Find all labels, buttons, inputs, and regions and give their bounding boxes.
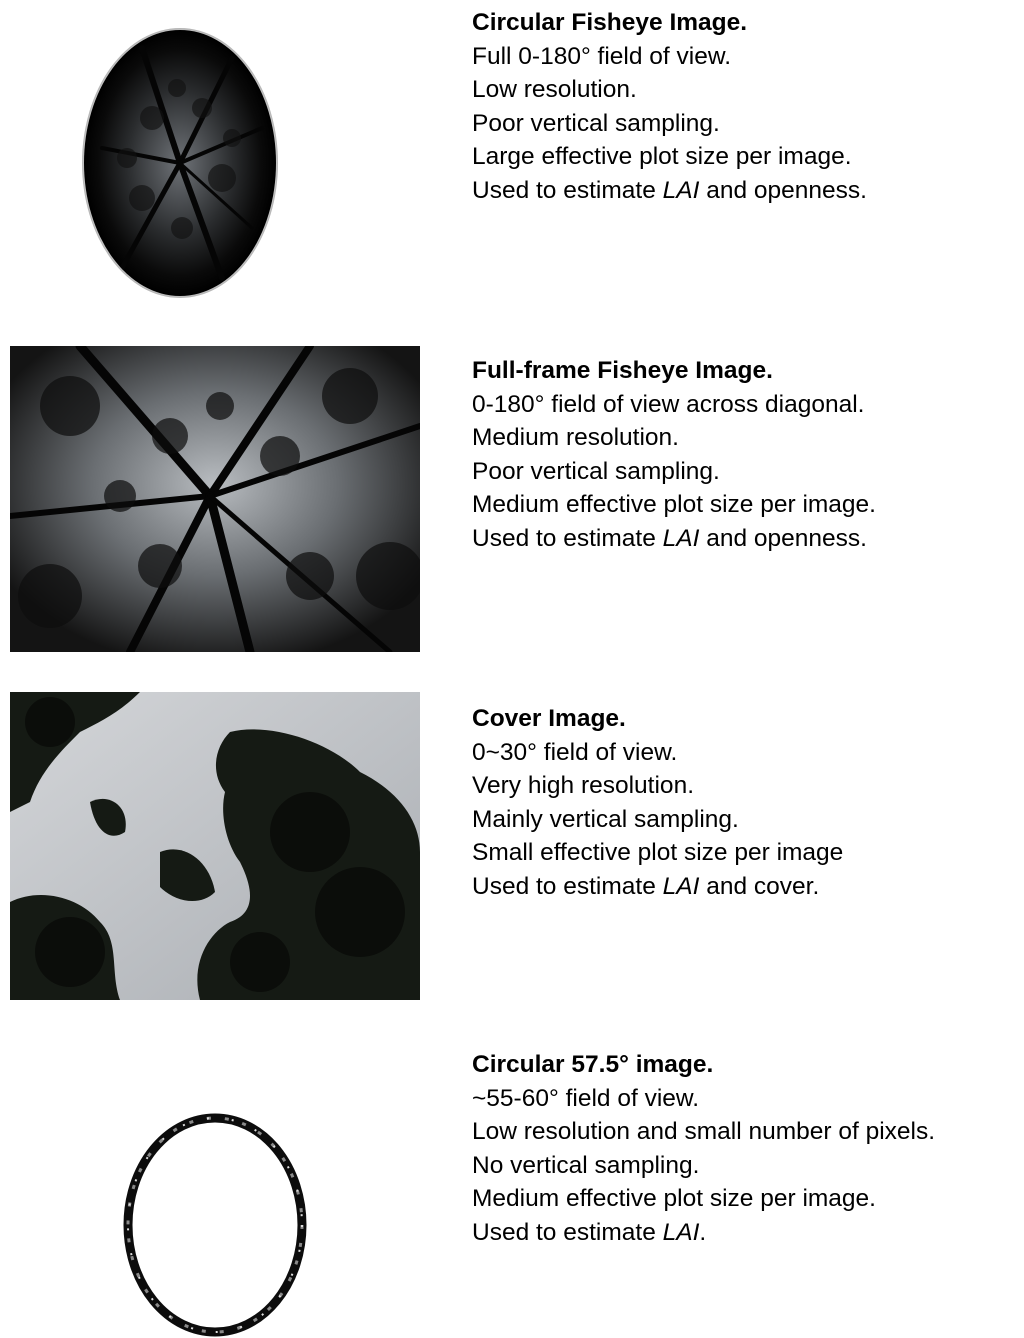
- field-of-view-text: 0-180° field of view across diagonal.: [472, 390, 865, 418]
- panel-title: Full-frame Fisheye Image.: [472, 357, 773, 384]
- usage-prefix: Used to estimate: [472, 176, 663, 204]
- usage-prefix: Used to estimate: [472, 524, 663, 552]
- usage-suffix: and openness.: [699, 524, 867, 552]
- panel-title: Circular 57.5° image.: [472, 1051, 714, 1078]
- field-of-view-text: Full 0-180° field of view.: [472, 42, 732, 70]
- usage-text: [472, 174, 1024, 208]
- sampling-text: Mainly vertical sampling.: [472, 805, 739, 833]
- usage-text: [472, 522, 1024, 556]
- usage-suffix: and openness.: [699, 176, 867, 204]
- lai-italic: LAI: [662, 872, 700, 900]
- resolution-text: Low resolution.: [472, 76, 637, 104]
- sampling-text: Poor vertical sampling.: [472, 109, 720, 137]
- full-frame-fisheye-description: [472, 354, 1024, 556]
- circular-fisheye-photo: [82, 28, 278, 298]
- circular-57-5-description: [472, 1048, 1024, 1250]
- lai-italic: LAI: [662, 1218, 700, 1246]
- sampling-text: No vertical sampling.: [472, 1151, 700, 1179]
- sampling-text: Poor vertical sampling.: [472, 457, 720, 485]
- resolution-text: Low resolution and small number of pixels.: [472, 1118, 936, 1146]
- resolution-text: Very high resolution.: [472, 772, 694, 800]
- field-of-view-text: 0~30° field of view.: [472, 738, 678, 766]
- full-frame-fisheye-photo: [10, 346, 420, 652]
- cover-image-description: [472, 702, 1024, 904]
- panel-title: Circular Fisheye Image.: [472, 9, 748, 36]
- plot-size-text: Small effective plot size per image: [472, 839, 844, 867]
- usage-suffix: .: [699, 1218, 707, 1246]
- panel-title: Cover Image.: [472, 705, 626, 732]
- lai-italic: LAI: [662, 524, 700, 552]
- cover-photo: [10, 692, 420, 1000]
- circular-fisheye-description: [472, 6, 1024, 208]
- lai-italic: LAI: [662, 176, 700, 204]
- panel-circular-57-5: [0, 1040, 1024, 1308]
- panel-full-frame-fisheye: [0, 346, 1024, 656]
- usage-text: [472, 870, 1024, 904]
- usage-suffix: and cover.: [699, 872, 820, 900]
- plot-size-text: Medium effective plot size per image.: [472, 1185, 876, 1213]
- plot-size-text: Large effective plot size per image.: [472, 143, 852, 171]
- field-of-view-text: ~55-60° field of view.: [472, 1084, 700, 1112]
- usage-prefix: Used to estimate: [472, 872, 663, 900]
- panel-circular-fisheye: [0, 0, 1024, 330]
- usage-text: [472, 1216, 1024, 1250]
- usage-prefix: Used to estimate: [472, 1218, 663, 1246]
- resolution-text: Medium resolution.: [472, 424, 679, 452]
- panel-cover-image: [0, 692, 1024, 1002]
- plot-size-text: Medium effective plot size per image.: [472, 491, 876, 519]
- circular-57-5-ring-photo: [122, 1112, 308, 1338]
